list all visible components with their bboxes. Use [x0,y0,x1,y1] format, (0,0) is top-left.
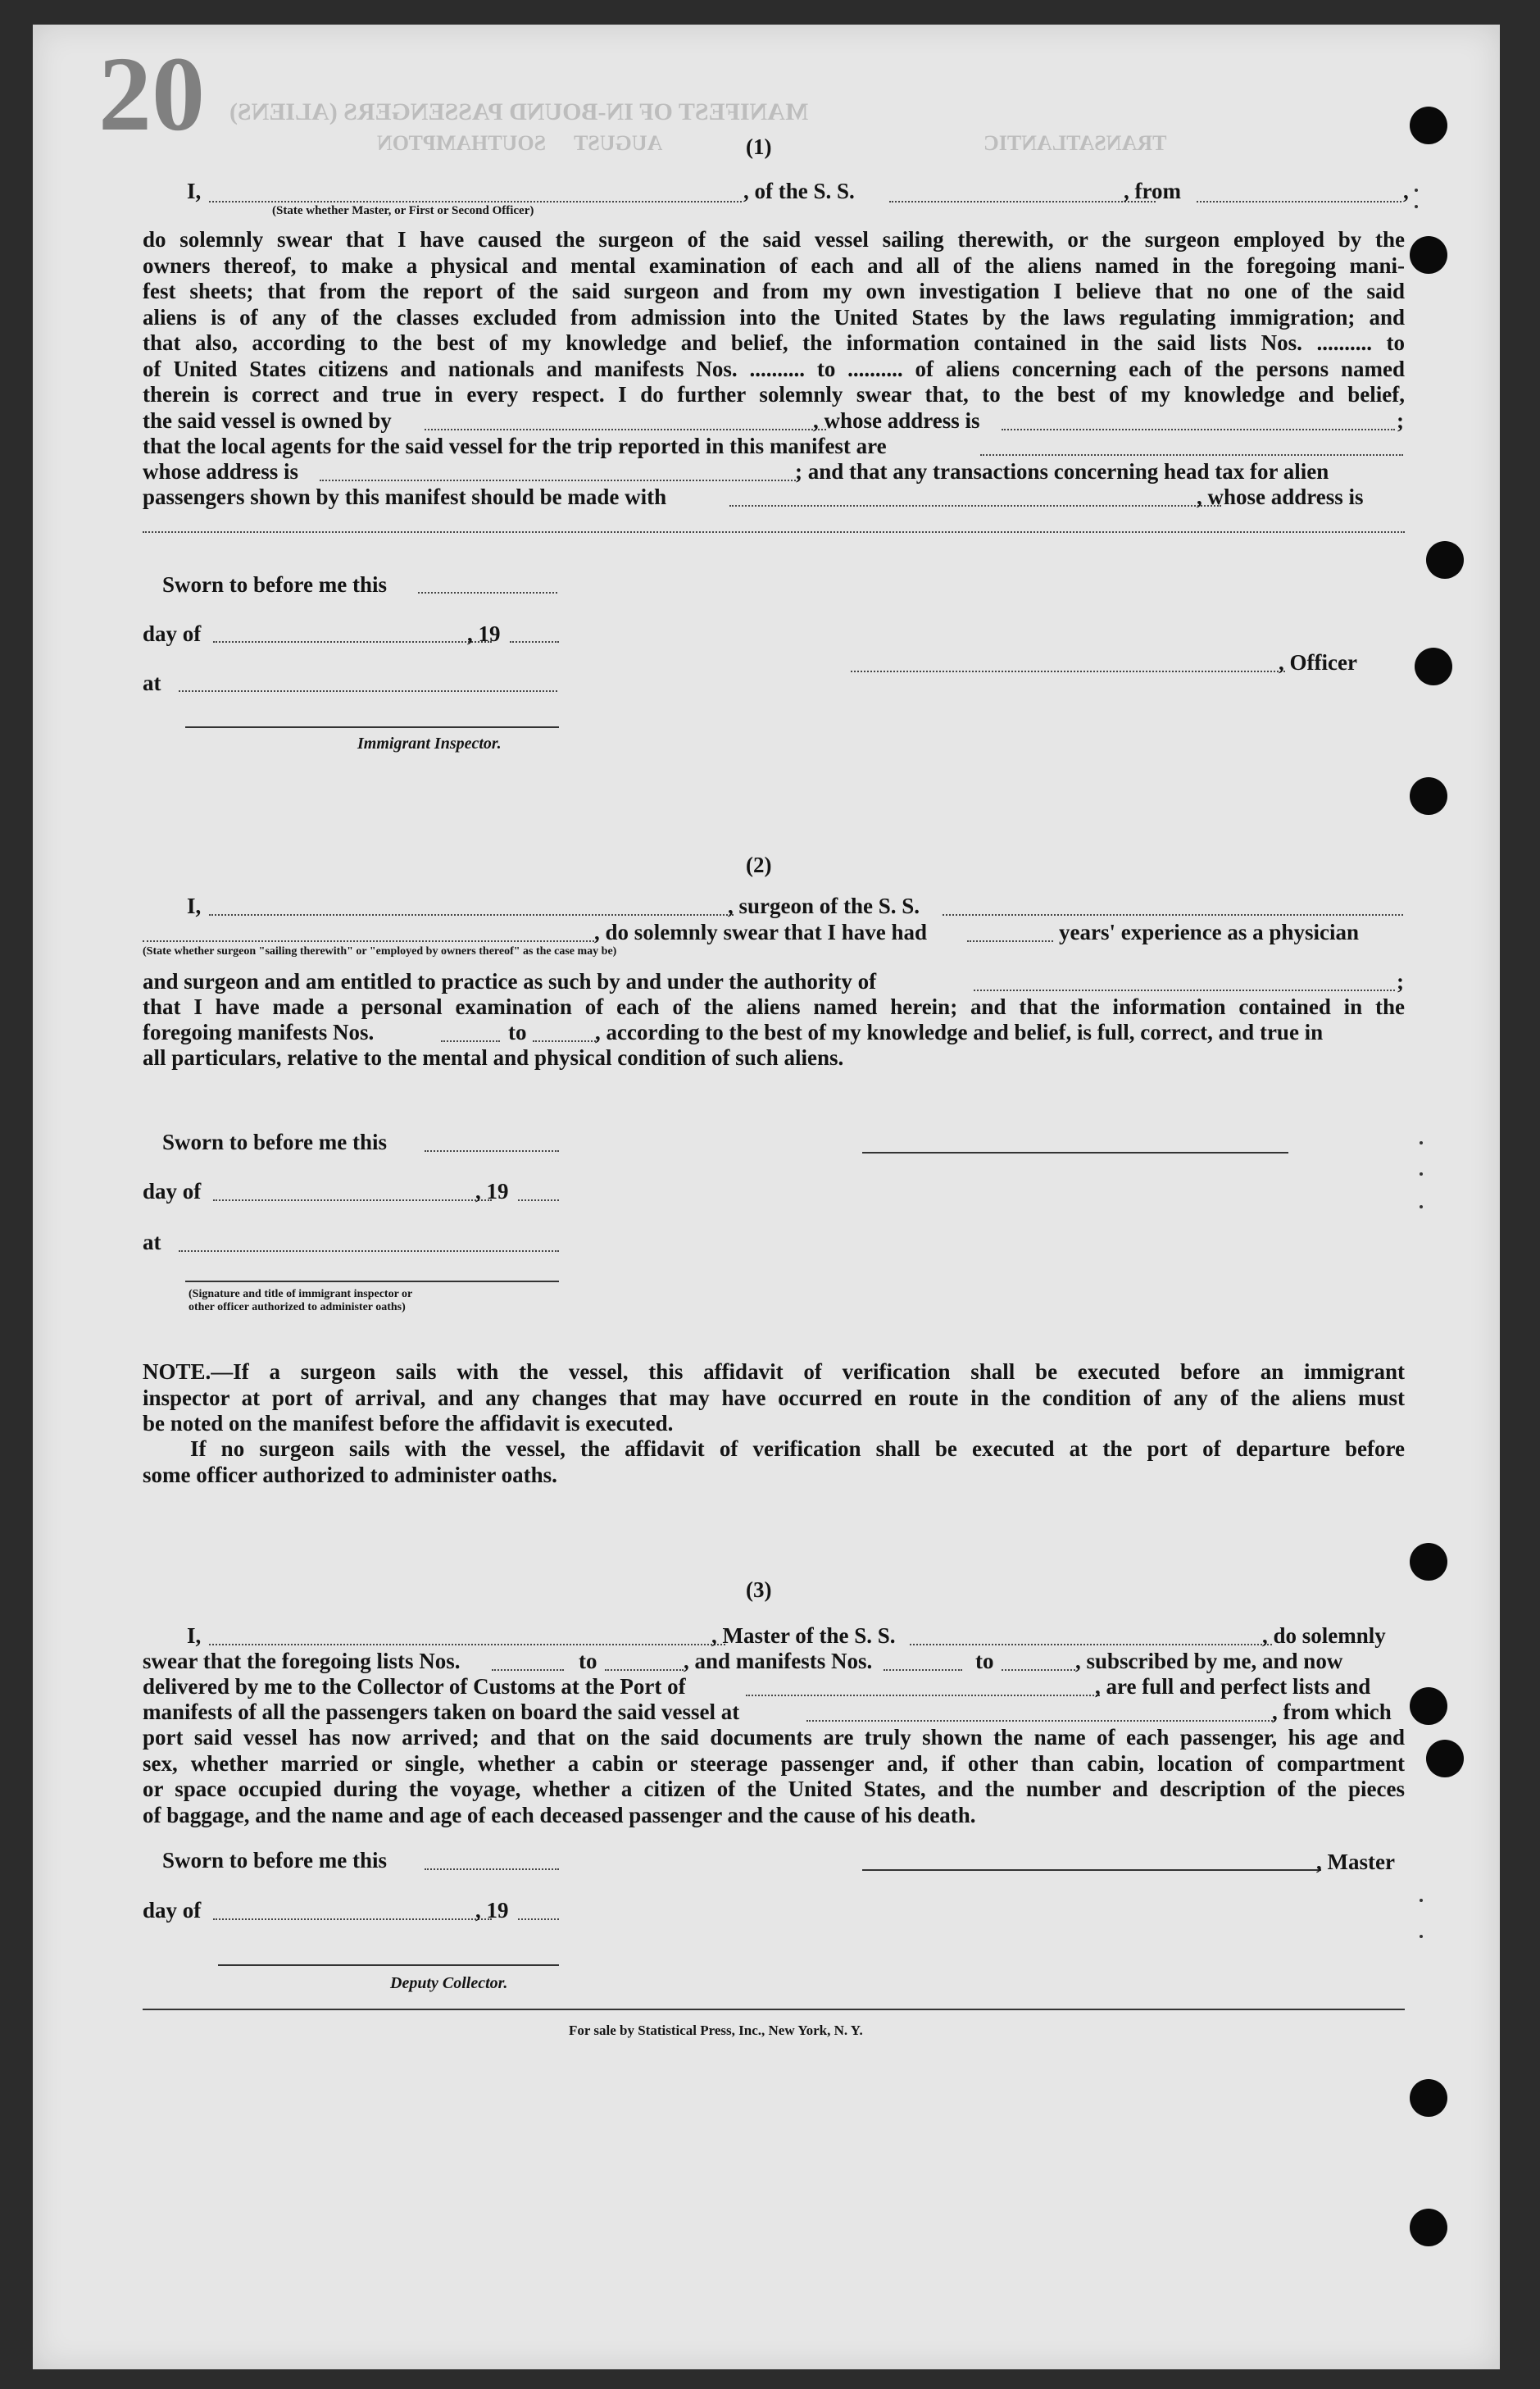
footer-imprint: For sale by Statistical Press, Inc., New York, N. Y. [569,2023,863,2038]
punch-hole [1426,541,1464,579]
bleed-through-text: SOUTHAMPTON [377,131,547,155]
punch-hole [1410,2079,1447,2117]
bleed-through-text: AUGUST [574,131,663,155]
section-number: (3) [746,1577,772,1602]
manifest-back-page: 20 MANIFEST OF IN-BOUND PASSENGERS (ALIENS) SOUTHAMPTON AUGUST TRANSATLANTIC (1) I, , of the S. S. , from , (State whether Master, or First or Second Officer) do solemnly swear that I have caused the surgeon of the said vessel sailing therewith, or the surgeon employed by the owners thereof, to make a physical and mental examination of each and all of the aliens named in the foregoing mani- fest sheets; that from the report of the said surgeon and from my own investigation I believe that no one of the said aliens is of any of the classes excluded from admission into the United States by the laws regulating immigration; and that also, according to the best of my knowledge and belief, the information contained in the said lists Nos. .......... to of United States citizens and nationals and manifests Nos. .......... to .......... of aliens concerning each of the persons named therein is correct and true in every respect. I do further solemnly swear that, to the best of my knowledge and belief, the said vessel is owned by , whose address is ; that the local agents for the said vessel for the trip reported in this manifest are whose address is ; and that any transactions concerning head tax for alien passengers shown by this manifest should be made with , whose address is Sworn to before me this day of , 19 at Immigrant Inspector. , Officer (2) I, , surgeon of the S. S. , do solemnly swear that I have had years' experience as a physician (State whether surgeon "sailing therewith" or "employed by owners thereof" as the case may be) and surgeon and am entitled to practice as such by and under the authority of ; that I have made a personal examination of each of the aliens named herein; and that the information contained in the foregoing manifests Nos. to , according to the best of my knowledge and belief, is full, correct, and true in all particulars, relative to the mental and physical condition of such aliens. Sworn to before me this day of , 19 at (Signature and title of immigrant inspector or other officer authorized to administer oaths) NOTE.—If a surgeon sails with the vessel, this affidavit of verification shall be executed before an immigrant inspector at port of arrival, and any changes that may have occurred en route in the condition of any of the aliens must be noted on the manifest before the affidavit is executed. If no surgeon sails with the vessel, the affidavit of verification shall be executed at the port of departure before some officer authorized to administer oaths. (3) I, , Master of the S. S. , do solemnly swear that the foregoing lists Nos. to , and manifests Nos. to , subscribed by me, and now delivered by me to the Collector of Customs at the Port of , are full and perfect lists and manifests of all the passengers taken on board the said vessel at , from which port said vessel has now arrived; and that on the said documents are truly shown the name of each passenger, his age and sex, whether married or single, whether a cabin or steerage passenger and, if other than cabin, location of compartment or space occupied during the voyage, whether a citizen of the United States, and the number and description of the pieces of baggage, and the name and age of each deceased passenger and the cause of his death. Sworn to before me this , Master day of , 19 Deputy Collector. For sale by Statistical Press, Inc., New York, N. Y. [33,25,1500,2369]
s1-oath-paragraph: do solemnly swear that I have caused the surgeon of the said vessel sailing therewith, or the surgeon employed by the owners thereof, to make a physical and mental examination of each and all of the aliens named in the foregoing mani- fest sheets; that from the report of the said surgeon and from my own investigation I believe that no one of the said aliens is of any of the classes excluded from admission into the United States by the laws regulating immigration; and that also, according to the best of my knowledge and belief, the information contained in the said lists Nos. .......... to of United States citizens and nationals and manifests Nos. .......... to .......... of aliens concerning each of the persons named therein is correct and true in every respect. I do further solemnly swear that, to the best of my knowledge and belief, [143,227,1405,407]
punch-hole [1410,236,1447,274]
stamp-number: 20 [98,35,205,153]
note-paragraph: NOTE.—If a surgeon sails with the vessel, this affidavit of verification shall be executed before an immigrant inspector at port of arrival, and any changes that may have occurred en route in the condition of any of the aliens must be noted on the manifest before the affidavit is executed. [143,1359,1405,1436]
s1-subnote: (State whether Master, or First or Second Officer) [272,204,534,217]
bleed-through-text: MANIFEST OF IN-BOUND PASSENGERS (ALIENS) [229,98,809,125]
punch-hole [1410,777,1447,815]
s2-subnote: (State whether surgeon "sailing therewith" or "employed by owners thereof" as the case may be) [143,945,617,958]
s1-i: I, [187,179,202,203]
punch-hole [1410,107,1447,144]
section-number: (1) [746,134,772,159]
punch-hole [1410,1543,1447,1581]
punch-hole [1410,2209,1447,2246]
punch-hole [1415,648,1452,685]
note-paragraph-2: If no surgeon sails with the vessel, the affidavit of verification shall be executed at the port of departure before some officer authorized to administer oaths. [143,1436,1405,1487]
punch-hole [1410,1687,1447,1725]
bleed-through-text: TRANSATLANTIC [984,131,1167,155]
section-number: (2) [746,853,772,877]
s3-oath-paragraph: port said vessel has now arrived; and that on the said documents are truly shown the name of each passenger, his age and sex, whether married or single, whether a cabin or steerage passenger and, if other than cabin, location of compartment or space occupied during the voyage, whether a citizen of the United States, and the number and description of the pieces of baggage, and the name and age of each deceased passenger and the cause of his death. [143,1725,1405,1827]
punch-hole [1426,1740,1464,1777]
